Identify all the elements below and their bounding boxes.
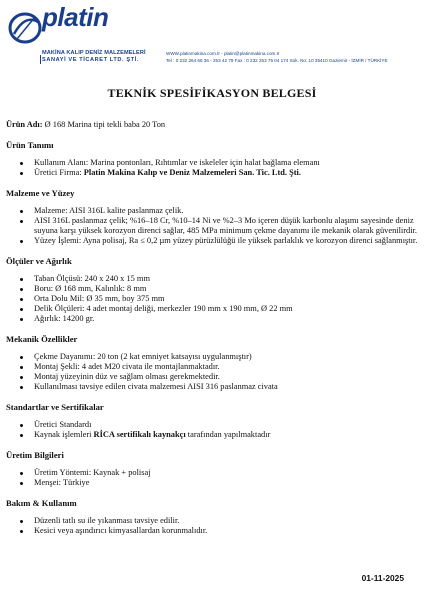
- production-list: [6, 468, 418, 488]
- list-item: Üretim Yöntemi: Kaynak + polisaj: [34, 468, 418, 478]
- list-item: Malzeme: AISI 316L kalite paslanmaz çelik.: [34, 206, 418, 216]
- manufacturer-label: Üretici Firma:: [34, 168, 84, 177]
- list-item: Üretici Standardı: [34, 420, 418, 430]
- document-body: [6, 120, 418, 542]
- document-date: 01-11-2025: [361, 573, 404, 583]
- maintenance-list: [6, 516, 418, 536]
- standards-list: [6, 420, 418, 440]
- section-heading-maintenance: Bakım & Kullanım: [6, 498, 77, 508]
- list-item: Menşei: Türkiye: [34, 478, 418, 488]
- list-item: Taban Ölçüsü: 240 x 240 x 15 mm: [34, 274, 418, 284]
- letterhead: [0, 0, 424, 70]
- list-item: Kullanım Alanı: Marina pontonları, Rıhtımlar ve iskeleler için halat bağlama elemanı: [34, 158, 418, 168]
- list-item: Orta Dolu Mil: Ø 35 mm, boy 375 mm: [34, 294, 418, 304]
- section-heading-standards: Standartlar ve Sertifikalar: [6, 402, 104, 412]
- description-list: [6, 158, 418, 178]
- welder-certification: RİCA sertifikalı kaynakçı: [93, 430, 186, 439]
- company-name-line1: MAKİNA KALIP DENİZ MALZEMELERİ: [42, 50, 146, 56]
- list-item: Delik Ölçüleri: 4 adet montaj deliği, merkezler 190 mm x 190 mm, Ø 22 mm: [34, 304, 418, 314]
- contact-phone-address: Tel : 0 232 264 66 36 - 253 42 79 Fax : 0 232 253 75 04 174 Sok. No: 10 35410 Gaziemir - İZMİR / TÜRKİYE: [166, 58, 388, 63]
- list-item: Düzenli tatlı su ile yıkanması tavsiye edilir.: [34, 516, 418, 526]
- section-heading-production: Üretim Bilgileri: [6, 450, 64, 460]
- product-name-line: [6, 120, 418, 130]
- product-value: Ø 168 Marina tipi tekli baba 20 Ton: [44, 120, 166, 129]
- list-item: Kullanılması tavsiye edilen civata malzemesi AISI 316 paslanmaz civata: [34, 382, 418, 392]
- list-item: Yüzey İşlemi: Ayna polisaj, Ra ≤ 0,2 µm yüzey pürüzlülüğü ile yüksek parlaklık ve korozyon direnci sağlanmıştır.: [34, 236, 418, 245]
- company-name-line2: SANAYİ VE TİCARET LTD. ŞTİ.: [42, 57, 140, 63]
- product-label: Ürün Adı:: [6, 120, 43, 129]
- list-item: [34, 430, 418, 440]
- document-title: TEKNİK SPESİFİKASYON BELGESİ: [107, 86, 317, 100]
- header-divider: [40, 55, 41, 64]
- list-item: Montaj Şekli: 4 adet M20 civata ile montajlanmaktadır.: [34, 362, 418, 372]
- mechanical-list: [6, 352, 418, 392]
- dimensions-list: [6, 274, 418, 324]
- list-item: AISI 316L paslanmaz çelik; %16–18 Cr, %10–14 Ni ve %2–3 Mo içeren düşük karbonlu alaşımı sayesinde deniz suyuna karşı yüksek korozyon direnci sağlar, 485 MPa minimum çekme dayanımı ile mekanik olarak güvenilirdir.: [34, 216, 417, 235]
- welding-label: Kaynak işlemleri: [34, 430, 94, 439]
- contact-web-email: WWW.platinmakina.com.tr - platin@platinmakina.com.tr: [166, 51, 280, 56]
- list-item: [34, 168, 418, 178]
- section-heading-mechanical: Mekanik Özellikler: [6, 334, 78, 344]
- manufacturer-name: Platin Makina Kalıp ve Deniz Malzemeleri San. Tic. Ltd. Şti.: [83, 168, 301, 177]
- welding-suffix: tarafından yapılmaktadır: [185, 430, 271, 439]
- section-heading-description: Ürün Tanımı: [6, 140, 54, 150]
- list-item: Boru: Ø 168 mm, Kalınlık: 8 mm: [34, 284, 418, 294]
- section-heading-dimensions: Ölçüler ve Ağırlık: [6, 256, 72, 266]
- list-item: Ağırlık: 14200 gr.: [34, 314, 418, 324]
- list-item: Montaj yüzeyinin düz ve sağlam olması gerekmektedir.: [34, 372, 418, 382]
- brand-name: platin: [42, 2, 109, 32]
- section-heading-material: Malzeme ve Yüzey: [6, 188, 75, 198]
- list-item: Kesici veya aşındırıcı kimyasallardan korunmalıdır.: [34, 526, 418, 536]
- material-list: [6, 206, 418, 246]
- list-item: Çekme Dayanımı: 20 ton (2 kat emniyet katsayısı uygulanmıştır): [34, 352, 418, 362]
